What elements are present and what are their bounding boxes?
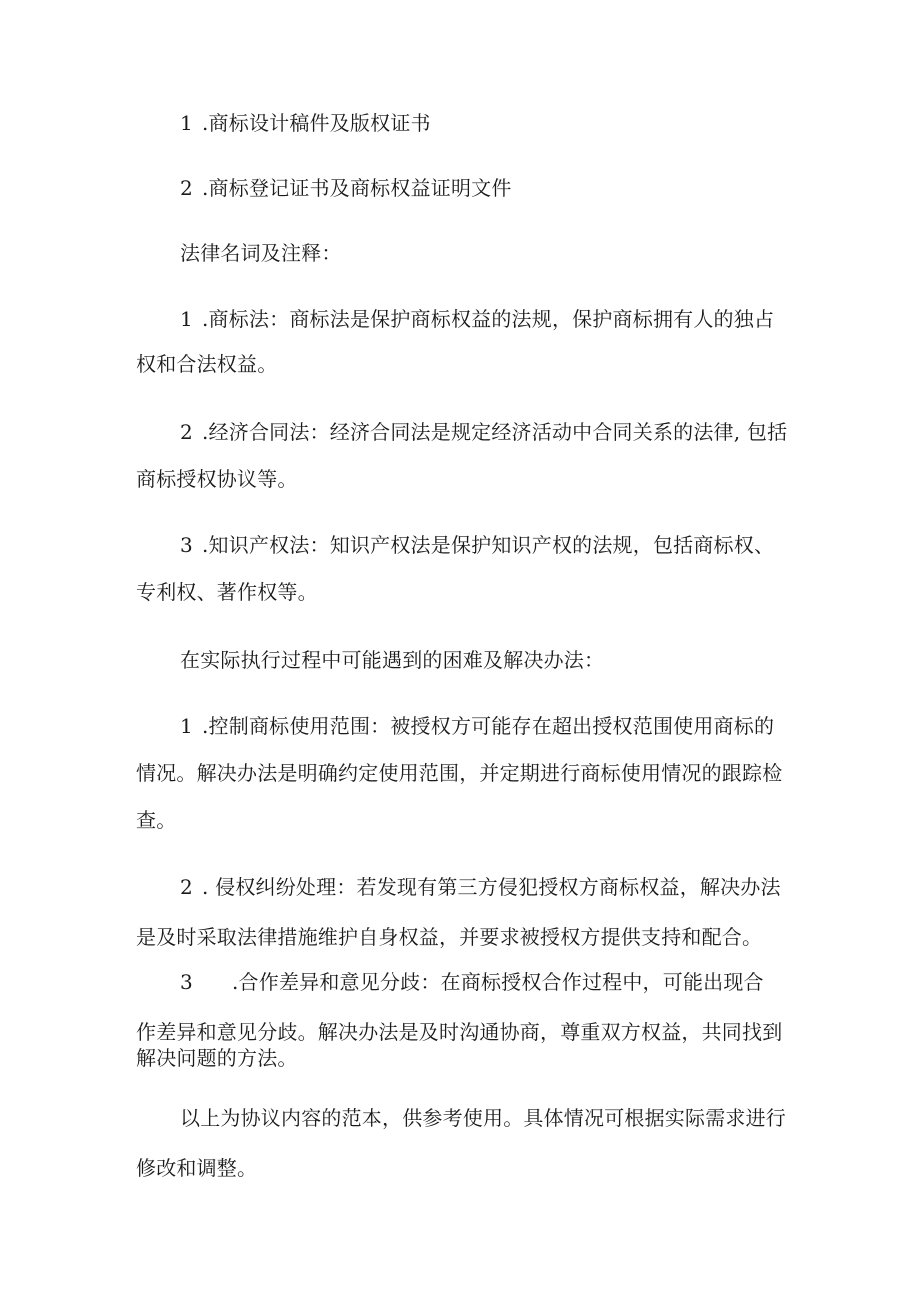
difficulty-1-line-1 <box>180 714 774 738</box>
terms-heading: 法律名词及注释： <box>180 241 342 265</box>
item-text: .控制商标使用范围：被授权方可能存在超出授权范围使用商标的 <box>202 714 775 738</box>
closing-line-2: 修改和调整。 <box>136 1156 258 1180</box>
difficulty-1-line-3: 查。 <box>136 808 177 832</box>
item-number: 1 <box>180 714 193 738</box>
item-text: .商标法：商标法是保护商标权益的法规，保护商标拥有人的独占 <box>202 307 775 331</box>
item-number: 3 <box>180 970 193 994</box>
item-text: .合作差异和意见分歧：在商标授权合作过程中，可能出现合 <box>232 970 764 994</box>
item-text: .经济合同法：经济合同法是规定经济活动中合同关系的法律, 包括 <box>202 420 788 444</box>
closing-line-1: 以上为协议内容的范本，供参考使用。具体情况可根据实际需求进行 <box>180 1106 786 1130</box>
item-text: . 侵权纠纷处理：若发现有第三方侵犯授权方商标权益，解决办法 <box>202 875 781 899</box>
difficulty-3-line-2: 作差异和意见分歧。解决办法是及时沟通协商，尊重双方权益，共同找到 <box>136 1020 783 1044</box>
difficulty-1-line-2: 情况。解决办法是明确约定使用范围，并定期进行商标使用情况的跟踪检 <box>136 761 783 785</box>
term-3-line-1 <box>180 533 774 557</box>
item-number: 2 <box>180 176 193 200</box>
difficulty-3-line-1 <box>180 970 764 994</box>
item-text: .商标设计稿件及版权证书 <box>202 111 431 135</box>
term-3-line-2: 专利权、著作权等。 <box>136 580 318 604</box>
term-1-line-1 <box>180 307 774 331</box>
difficulty-2-line-1 <box>180 875 781 899</box>
term-1-line-2: 权和合法权益。 <box>136 352 278 376</box>
item-number: 3 <box>180 533 193 557</box>
attachment-item-2 <box>180 176 512 200</box>
item-number: 1 <box>180 111 193 135</box>
term-2-line-2: 商标授权协议等。 <box>136 467 298 491</box>
item-number: 2 <box>180 875 193 899</box>
attachment-item-1 <box>180 111 431 135</box>
item-number: 2 <box>180 420 193 444</box>
item-number: 1 <box>180 307 193 331</box>
term-2-line-1 <box>180 420 787 444</box>
item-text: .商标登记证书及商标权益证明文件 <box>202 176 512 200</box>
difficulty-2-line-2: 是及时采取法律措施维护自身权益，并要求被授权方提供支持和配合。 <box>136 925 763 949</box>
difficulties-heading: 在实际执行过程中可能遇到的困难及解决办法： <box>180 648 605 672</box>
difficulty-3-line-3: 解决问题的方法。 <box>136 1046 298 1070</box>
item-text: .知识产权法：知识产权法是保护知识产权的法规，包括商标权、 <box>202 533 775 557</box>
